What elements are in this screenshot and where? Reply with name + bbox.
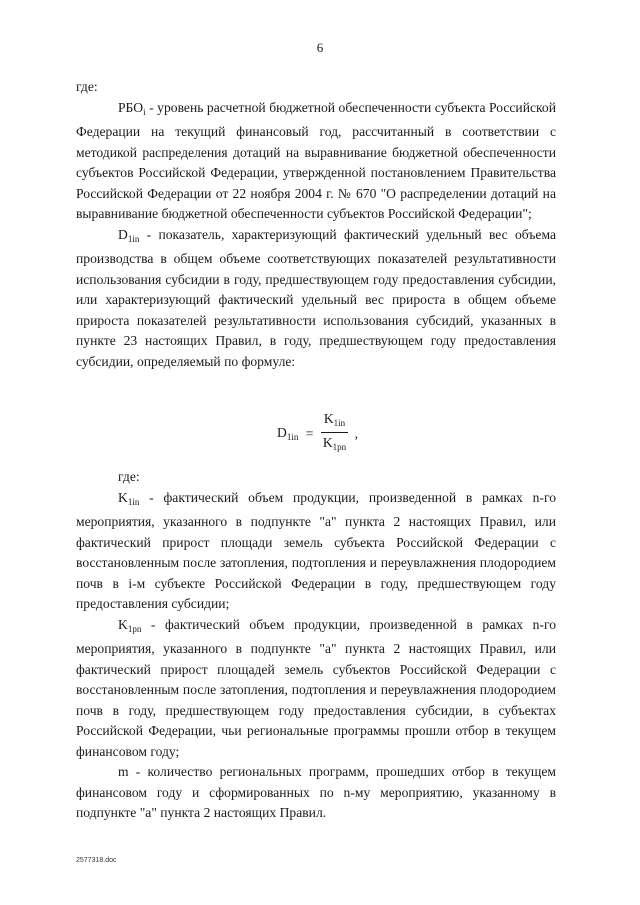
denominator-subscript: 1pn bbox=[332, 442, 347, 452]
d1in-subscript: 1in bbox=[127, 233, 140, 244]
m-definition: m - количество региональных программ, прошедших отбор в текущем финансовом году и сформированных по n-му мероприятию, указанному в подпункте "а" пункта 2 настоящих Правил. bbox=[76, 764, 556, 820]
formula-equals: = bbox=[305, 425, 314, 441]
formula-comma: , bbox=[354, 425, 358, 441]
k1in-definition bbox=[76, 488, 556, 615]
formula-numerator bbox=[321, 410, 348, 433]
definitions-block-2 bbox=[76, 467, 556, 824]
rbo-definition bbox=[76, 98, 556, 225]
d1in-definition bbox=[76, 225, 556, 373]
formula-denominator bbox=[321, 433, 348, 457]
numerator-symbol: K bbox=[323, 411, 334, 426]
numerator-subscript: 1in bbox=[333, 418, 346, 428]
formula-lhs-subscript: 1in bbox=[286, 432, 299, 442]
k1pn-subscript: 1pn bbox=[127, 623, 142, 634]
formula-fraction bbox=[321, 410, 348, 457]
file-footer: 2577318.doc bbox=[76, 857, 117, 864]
rbo-symbol: РБО bbox=[118, 99, 144, 115]
where-label-1: где: bbox=[76, 79, 98, 94]
page-number: 6 bbox=[316, 40, 324, 55]
k1in-symbol: K bbox=[118, 489, 128, 505]
k1in-text: - фактический объем продукции, произведенной в рамках n-го мероприятия, указанного в подпункте "а" пункта 2 настоящих Правил, или фактический прирост площади земель субъекта Российской Федерации с восстановленным после затопления, подтопления и переувлажнения плодородием почв в i-м субъекте Российской Федерации в году, предшествующем году предоставления субсидии; bbox=[76, 489, 556, 611]
k1pn-definition bbox=[76, 615, 556, 763]
d1in-formula bbox=[277, 410, 358, 457]
where-label-2: где: bbox=[118, 469, 140, 484]
rbo-text: - уровень расчетной бюджетной обеспеченности субъекта Российской Федерации на текущий финансовый год, рассчитанный в соответствии с методикой распределения дотаций на выравнивание бюджетной обеспеченности субъектов Российской Федерации, утвержденной постановлением Правительства Российской Федерации от 22 ноября 2004 г. № 670 "О распределении дотаций на выравнивание бюджетной обеспеченности субъектов Российской Федерации"; bbox=[76, 99, 556, 221]
k1pn-text: - фактический объем продукции, произведенной в рамках n-го мероприятия, указанного в подпункте "а" пункта 2 настоящих Правил, или фактический прирост площадей земель субъектов Российской Федерации с восстановленным после затопления, подтопления и переувлажнения плодородием почв в году, предшествующем году предоставления субсидии, в субъектах Российской Федерации, чьи региональные программы прошли отбор в текущем финансовом году; bbox=[76, 616, 556, 759]
rbo-subscript: i bbox=[143, 106, 146, 117]
k1pn-symbol: K bbox=[118, 616, 128, 632]
denominator-symbol: K bbox=[322, 435, 333, 450]
definitions-block-1 bbox=[76, 77, 556, 372]
d1in-symbol: D bbox=[118, 226, 128, 242]
d1in-text: - показатель, характеризующий фактический удельный вес объема производства в общем объеме соответствующих показателей результативности использования субсидии в году, предшествующем году предоставления субсидии, или характеризующий фактический удельный вес прироста в общем объеме прироста показателей результативности использования субсидий, указанных в пункте 23 настоящих Правил, в году, предшествующем году предоставления субсидии, определяемый по формуле: bbox=[76, 226, 556, 369]
k1in-subscript: 1in bbox=[127, 496, 140, 507]
formula-lhs-symbol: D bbox=[277, 425, 287, 440]
formula-lhs bbox=[277, 425, 298, 442]
